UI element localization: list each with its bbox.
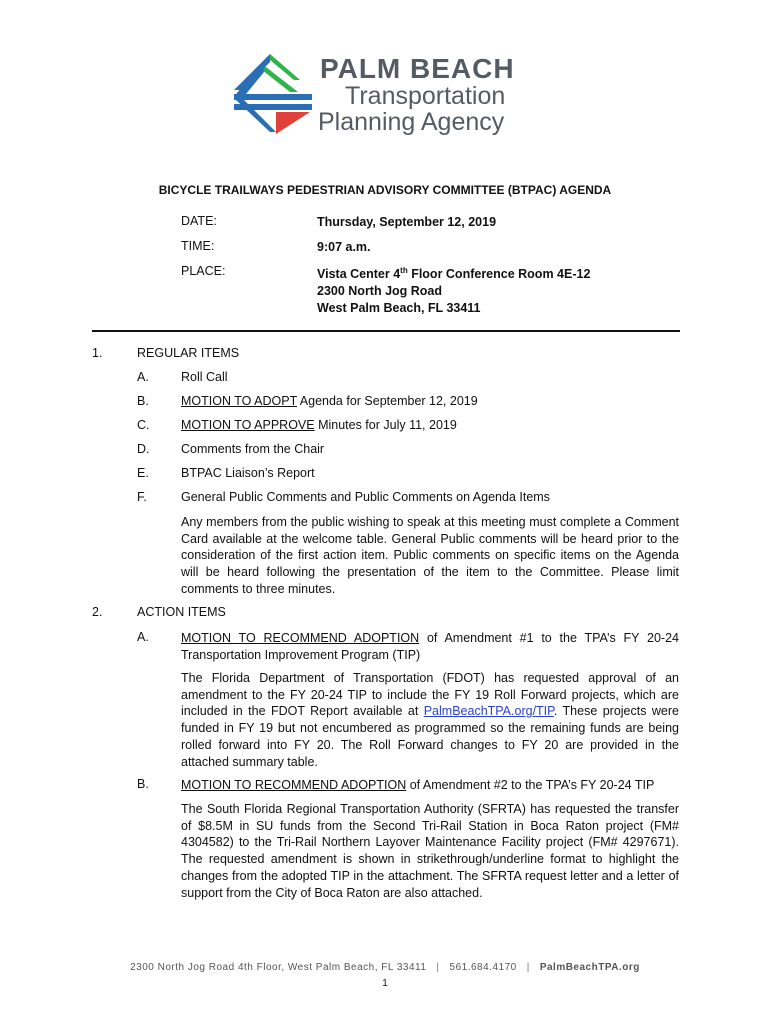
action-item-b-title: MOTION TO RECOMMEND ADOPTION of Amendment #2 to the TPA’s FY 20-24 TIP <box>181 778 655 792</box>
divider-rule <box>92 330 680 332</box>
tip-report-link[interactable]: PalmBeachTPA.org/TIP <box>423 704 554 719</box>
item-letter: B. <box>137 394 149 408</box>
page-number: 1 <box>382 978 388 989</box>
place-label: PLACE: <box>181 264 226 278</box>
footer-address: 2300 North Jog Road 4th Floor, West Palm Beach, FL 33411 <box>130 962 427 973</box>
footer-website[interactable]: PalmBeachTPA.org <box>539 962 640 973</box>
place-line1: Vista Center 4th Floor Conference Room 4E-12 <box>317 266 591 282</box>
place-line3: West Palm Beach, FL 33411 <box>317 301 481 316</box>
tpa-logo-icon <box>232 50 312 135</box>
item-adopt-agenda: MOTION TO ADOPT Agenda for September 12, 2019 <box>181 394 478 408</box>
date-label: DATE: <box>181 214 217 228</box>
org-name-line2: Transportation <box>345 82 506 110</box>
item-letter: A. <box>137 370 149 384</box>
section1-number: 1. <box>92 346 103 360</box>
item-roll-call: Roll Call <box>181 370 228 384</box>
action-item-a-title: MOTION TO RECOMMEND ADOPTION of Amendment #1 to the TPA’s FY 20-24 Transportation Improvement Program (TIP) <box>181 631 679 662</box>
action-item-b-paragraph: The South Florida Regional Transportation Authority (SFRTA) has requested the transfer of $8.5M in SU funds from the Second Tri-Rail Station in Boca Raton project (FM# 4304582) to the Tri-Rail Northern Layover Maintenance Facility project (FM# 4297671). The requested amendment is shown in strikethrough/underline format to highlight the changes from the adopted TIP in the attachment. The SFRTA request letter and a letter of support from the City of Boca Raton are also attached. <box>181 802 679 900</box>
item-letter: A. <box>137 630 149 644</box>
item-chair-comments: Comments from the Chair <box>181 442 325 456</box>
footer <box>0 962 770 973</box>
item-letter: F. <box>137 490 147 504</box>
item-liaison-report: BTPAC Liaison’s Report <box>181 466 315 480</box>
place-line2: 2300 North Jog Road <box>317 284 443 299</box>
place-value <box>317 262 590 317</box>
item-letter: C. <box>137 418 150 432</box>
org-name-line3: Planning Agency <box>318 108 505 136</box>
org-name-line1: PALM BEACH <box>320 53 515 84</box>
footer-separator: | <box>526 962 530 973</box>
item-public-comments: General Public Comments and Public Comments on Agenda Items <box>181 490 550 504</box>
time-value: 9:07 a.m. <box>317 240 371 254</box>
section2-heading: ACTION ITEMS <box>137 605 226 619</box>
item-approve-minutes: MOTION TO APPROVE Minutes for July 11, 2019 <box>181 418 457 432</box>
item-letter: D. <box>137 442 150 456</box>
time-label: TIME: <box>181 239 215 253</box>
section1-heading: REGULAR ITEMS <box>137 346 240 360</box>
footer-phone: 561.684.4170 <box>449 962 517 973</box>
action-item-a-paragraph: The Florida Department of Transportation (FDOT) has requested approval of an amendment to the FY 20-24 TIP to include the FY 19 Roll Forward projects, which are included in the FDOT Report available at PalmBeachTPA.org/TIP. These projects were funded in FY 19 but not encumbered as programmed so the remaining funds are being rolled forward into FY 20. The Roll Forward changes to FY 20 are provided in the attached summary table. <box>181 671 679 769</box>
footer-separator: | <box>436 962 440 973</box>
section2-number: 2. <box>92 605 103 619</box>
item-letter: B. <box>137 777 149 791</box>
public-comment-paragraph: Any members from the public wishing to speak at this meeting must complete a Comment Card available at the welcome table. General Public comments will be heard prior to the consideration of the first action item. Public comments on specific items on the Agenda will be heard following the presentation of the item to the Committee. Please limit comments to three minutes. <box>181 515 679 596</box>
agenda-title: BICYCLE TRAILWAYS PEDESTRIAN ADVISORY COMMITTEE (BTPAC) AGENDA <box>158 183 612 197</box>
date-value: Thursday, September 12, 2019 <box>317 215 497 229</box>
item-letter: E. <box>137 466 149 480</box>
